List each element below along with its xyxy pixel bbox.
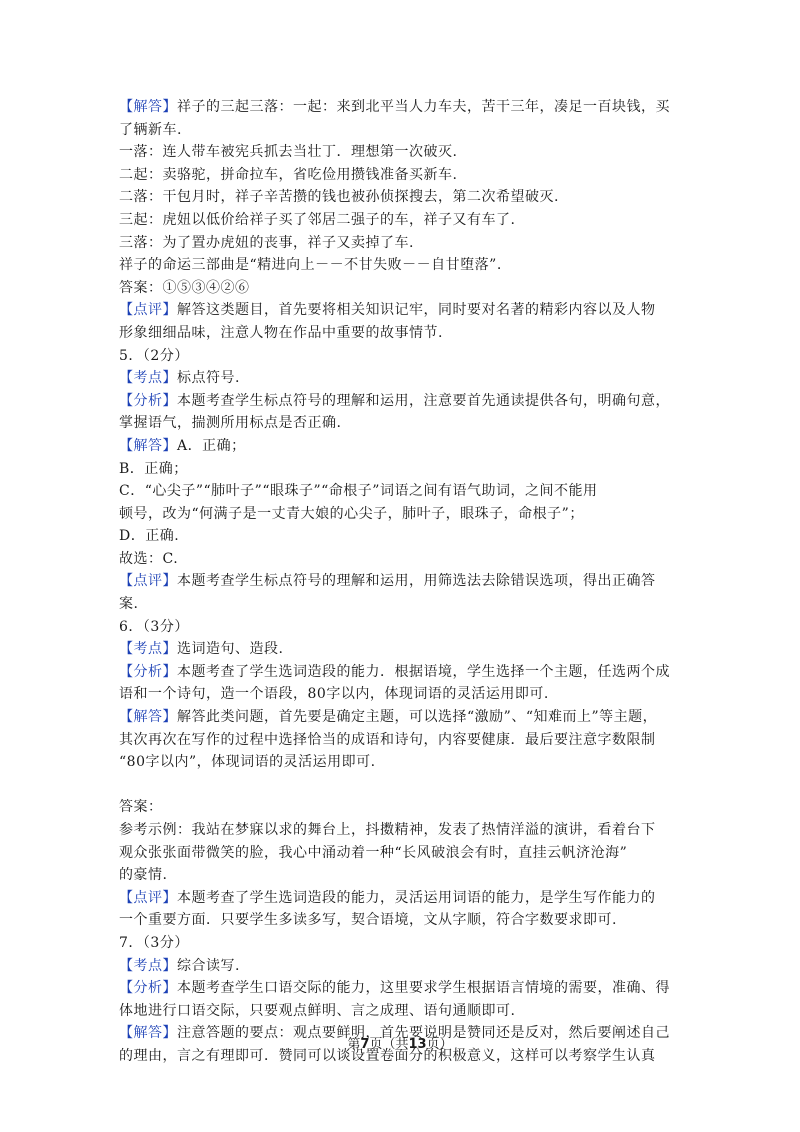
section-tag: 【分析】 — [119, 392, 177, 409]
line-text: 三落：为了置办虎妞的丧事，祥子又卖掉了车. — [119, 234, 414, 251]
line-text: 的理由，言之有理即可．赞同可以谈设置卷面分的积极意义，这样可以考察学生认真 — [119, 1047, 656, 1064]
text-line — [119, 96, 689, 119]
text-line — [119, 345, 689, 368]
text-line — [119, 322, 689, 345]
line-text: 的豪情. — [119, 867, 168, 884]
section-tag: 【点评】 — [119, 302, 177, 319]
line-text: 答案： — [119, 799, 163, 816]
line-text: D．正确. — [119, 528, 180, 545]
line-text: 形象细细品味，注意人物在作品中重要的故事情节. — [119, 324, 443, 341]
line-text: 注意答题的要点：观点要鲜明，首先要说明是赞同还是反对，然后要阐述自己 — [177, 1025, 670, 1042]
line-text: 体地进行口语交际，只要观点鲜明、言之成理、语句通顺即可. — [119, 1002, 516, 1019]
line-text: 三起：虎妞以低价给祥子买了邻居二强子的车，祥子又有车了. — [119, 211, 516, 228]
text-line — [119, 232, 689, 255]
line-text: 祥子的三起三落：一起：来到北平当人力车夫，苦干三年，凑足一百块钱，买 — [177, 99, 670, 115]
line-text: 顿号，改为“何满子是一丈青大娘的心尖子，肺叶子，眼珠子，命根子”； — [119, 505, 584, 522]
section-tag: 【考点】 — [119, 641, 177, 658]
line-text: 本题考查学生口语交际的能力，这里要求学生根据语言情境的需要，准确、得 — [177, 980, 670, 997]
line-text: 解答此类问题，首先要是确定主题，可以选择“激励”、“知难而上”等主题， — [177, 709, 658, 726]
text-line — [119, 141, 689, 164]
text-line — [119, 661, 689, 684]
line-text: 故选：C. — [119, 550, 179, 567]
line-text: 二落：干包月时，祥子辛苦攒的钱也被孙侦探搜去，第二次希望破灭. — [119, 189, 559, 206]
text-line — [119, 164, 689, 187]
text-line — [119, 299, 689, 322]
text-line — [119, 503, 689, 526]
text-line — [119, 593, 689, 616]
line-text: 本题考查了学生选词造段的能力，灵活运用词语的能力，是学生写作能力的 — [177, 889, 656, 906]
section-tag: 【考点】 — [119, 370, 177, 387]
line-text: 一个重要方面．只要学生多读多写，契合语境，文从字顺，符合字数要求即可. — [119, 912, 617, 929]
text-line — [119, 1000, 689, 1023]
current-page-number: 7 — [360, 1037, 370, 1052]
section-tag: 【点评】 — [119, 573, 177, 590]
text-line — [119, 706, 689, 729]
text-line — [119, 570, 689, 593]
line-text: 选词造句、造段. — [177, 641, 284, 658]
section-tag: 【分析】 — [119, 663, 177, 680]
line-text: 掌握语气，揣测所用标点是否正确. — [119, 415, 342, 432]
page-footer — [0, 1033, 800, 1052]
text-line — [119, 458, 689, 481]
text-line — [119, 864, 689, 887]
answer-content — [119, 96, 689, 1068]
text-line — [119, 186, 689, 209]
text-line — [119, 909, 689, 932]
line-text: 案. — [119, 596, 139, 613]
text-line — [119, 119, 689, 142]
text-line — [119, 480, 689, 503]
text-line — [119, 977, 689, 1000]
text-line — [119, 774, 689, 797]
line-text: 本题考查了学生选词造段的能力．根据语境，学生选择一个主题，任选两个成 — [177, 663, 670, 680]
text-line — [119, 955, 689, 978]
footer-suffix: 页） — [426, 1037, 453, 1052]
text-line — [119, 729, 689, 752]
line-text: 6．（3分） — [119, 618, 189, 635]
section-tag: 【点评】 — [119, 889, 177, 906]
line-text: 综合读写. — [177, 957, 240, 974]
text-line — [119, 887, 689, 910]
line-text: 祥子的命运三部曲是“精进向上－－不甘失败－－自甘堕落”. — [119, 257, 502, 274]
line-text: 本题考查学生标点符号的理解和运用，用筛选法去除错误选项，得出正确答 — [177, 573, 656, 590]
line-text: 5．（2分） — [119, 347, 189, 364]
line-text: 二起：卖骆驼，拼命拉车，省吃俭用攒钱准备买新车. — [119, 166, 458, 183]
total-page-count: 13 — [408, 1037, 427, 1052]
section-tag: 【考点】 — [119, 957, 177, 974]
line-text: 7．（3分） — [119, 934, 189, 951]
text-line — [119, 525, 689, 548]
text-line — [119, 842, 689, 865]
text-line — [119, 277, 689, 300]
line-text: 其次再次在写作的过程中选择恰当的成语和诗句，内容要健康．最后要注意字数限制 — [119, 731, 656, 748]
text-line — [119, 435, 689, 458]
section-tag: 【解答】 — [119, 437, 177, 454]
line-text: 答案：①⑤③④②⑥ — [119, 279, 250, 296]
line-text: B．正确； — [119, 460, 188, 477]
line-text: 一落：连人带车被宪兵抓去当壮丁．理想第一次破灭. — [119, 144, 458, 161]
text-line — [119, 932, 689, 955]
text-line — [119, 819, 689, 842]
footer-mid: 页（共 — [369, 1037, 409, 1052]
text-line — [119, 638, 689, 661]
line-text: 标点符号. — [177, 370, 240, 387]
line-text: 观众张张面带微笑的脸，我心中涌动着一种“长风破浪会有时，直挂云帆济沧海” — [119, 844, 628, 861]
line-text: C．“心尖子”“肺叶子”“眼珠子”“命根子”词语之间有语气助词，之间不能用 — [119, 483, 598, 500]
line-text: 了辆新车. — [119, 121, 182, 138]
text-line — [119, 390, 689, 413]
section-tag: 【解答】 — [119, 1025, 177, 1042]
section-tag: 【分析】 — [119, 980, 177, 997]
text-line — [119, 751, 689, 774]
line-text: “80字以内”，体现词语的灵活运用即可. — [119, 754, 376, 771]
section-tag: 【解答】 — [119, 709, 177, 726]
line-text: 解答这类题目，首先要将相关知识记牢，同时要对名著的精彩内容以及人物 — [177, 302, 656, 319]
text-line — [119, 209, 689, 232]
text-line — [119, 412, 689, 435]
text-line — [119, 254, 689, 277]
text-line — [119, 548, 689, 571]
footer-prefix: 第 — [347, 1037, 361, 1052]
text-line — [119, 616, 689, 639]
text-line — [119, 683, 689, 706]
line-text: 语和一个诗句，造一个语段，80字以内，体现词语的灵活运用即可. — [119, 686, 549, 703]
text-line — [119, 367, 689, 390]
line-text: 参考示例：我站在梦寐以求的舞台上，抖擞精神，发表了热情洋溢的演讲，看着台下 — [119, 822, 656, 838]
section-tag: 【解答】 — [119, 99, 177, 115]
line-text: A．正确； — [177, 437, 246, 454]
line-text: 本题考查学生标点符号的理解和运用，注意要首先通读提供各句，明确句意， — [177, 392, 670, 409]
text-line — [119, 796, 689, 819]
